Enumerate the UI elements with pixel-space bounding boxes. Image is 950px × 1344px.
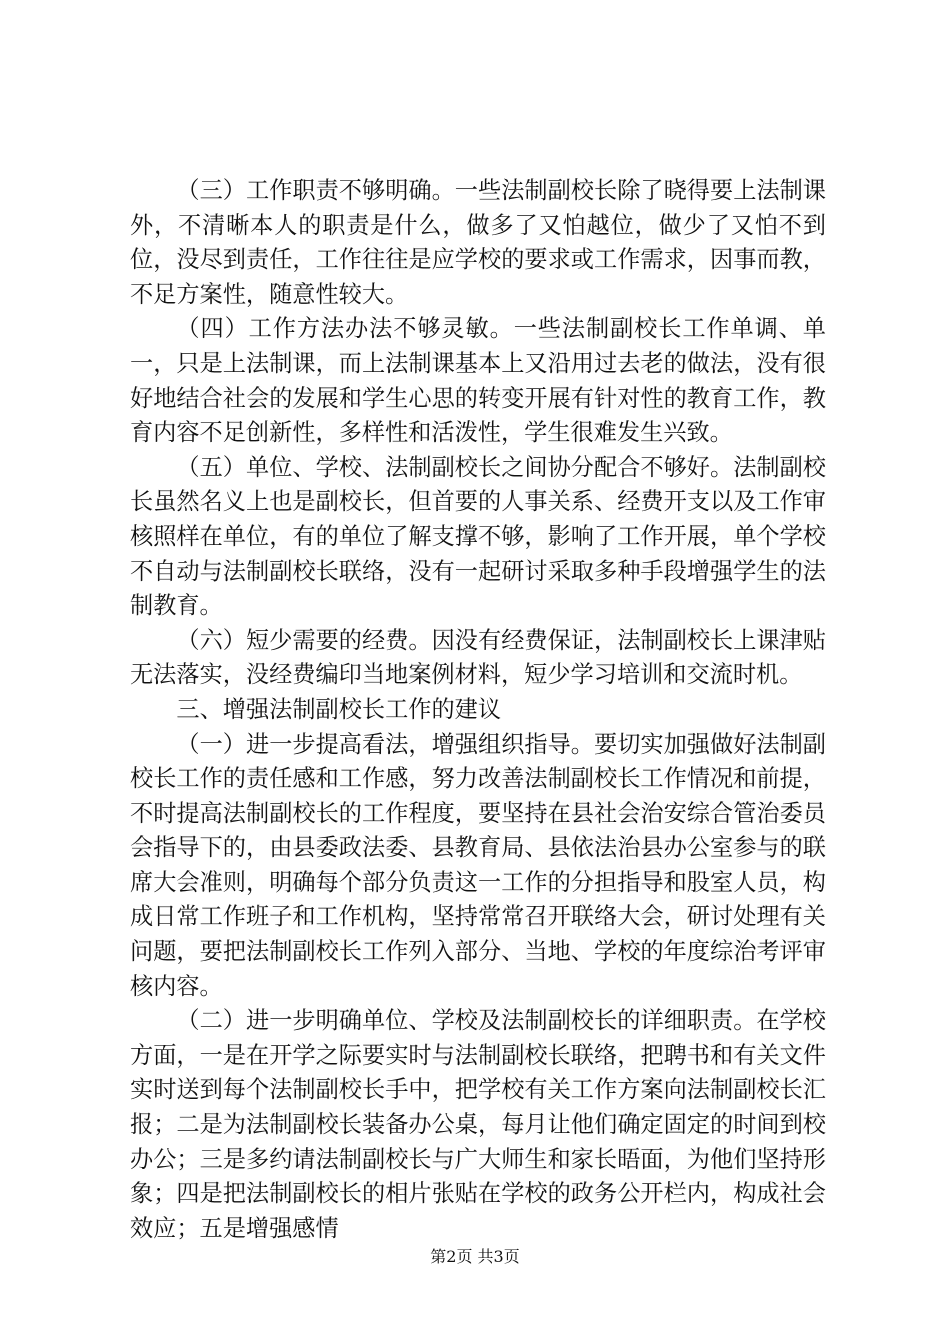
section-heading-suggestions: 三、增强法制副校长工作的建议	[176, 695, 502, 723]
paragraph-funding-lacking: （六）短少需要的经费。因没有经费保证，法制副校长上课津贴无法落实，没经费编印当地案例材料，短少学习培训和交流时机。	[130, 626, 826, 689]
document-body	[130, 174, 826, 1246]
paragraph-coordination-poor: （五）单位、学校、法制副校长之间协分配合不够好。法制副校长虽然名义上也是副校长，但首要的人事关系、经费开支以及工作审核照样在单位，有的单位了解支撑不够，影响了工作开展，单个学校不自动与法制副校长联络，没有一起研讨采取多种手段增强学生的法制教育。	[130, 453, 826, 620]
paragraph-clarify-duties: （二）进一步明确单位、学校及法制副校长的详细职责。在学校方面，一是在开学之际要实时与法制副校长联络，把聘书和有关文件实时送到每个法制副校长手中，把学校有关工作方案向法制副校长汇报；二是为法制副校长装备办公桌，每月让他们确定固定的时间到校办公；三是多约请法制副校长与广大师生和家长晤面，为他们坚持形象；四是把法制副校长的相片张贴在学校的政务公开栏内，构成社会效应；五是增强感情	[130, 1007, 826, 1242]
paragraph-improve-guidance: （一）进一步提高看法，增强组织指导。要切实加强做好法制副校长工作的责任感和工作感，努力改善法制副校长工作情况和前提，不时提高法制副校长的工作程度，要坚持在县社会治安综合管治委员会指导下的，由县委政法委、县教育局、县依法治县办公室参与的联席大会准则，明确每个部分负责这一工作的分担指导和股室人员，构成日常工作班子和工作机构，坚持常常召开联络大会，研讨处理有关问题，要把法制副校长工作列入部分、当地、学校的年度综治考评审核内容。	[130, 730, 826, 1000]
paragraph-duty-unclear: （三）工作职责不够明确。一些法制副校长除了晓得要上法制课外，不清晰本人的职责是什么，做多了又怕越位，做少了又怕不到位，没尽到责任，工作往往是应学校的要求或工作需求，因事而教，不足方案性，随意性较大。	[130, 177, 826, 308]
paragraph-method-inflexible: （四）工作方法办法不够灵敏。一些法制副校长工作单调、单一，只是上法制课，而上法制课基本上又沿用过去老的做法，没有很好地结合社会的发展和学生心思的转变开展有针对性的教育工作，教育内容不足创新性，多样性和活泼性，学生很难发生兴致。	[130, 315, 826, 447]
page-number-footer: 第2页 共3页	[430, 1247, 520, 1266]
